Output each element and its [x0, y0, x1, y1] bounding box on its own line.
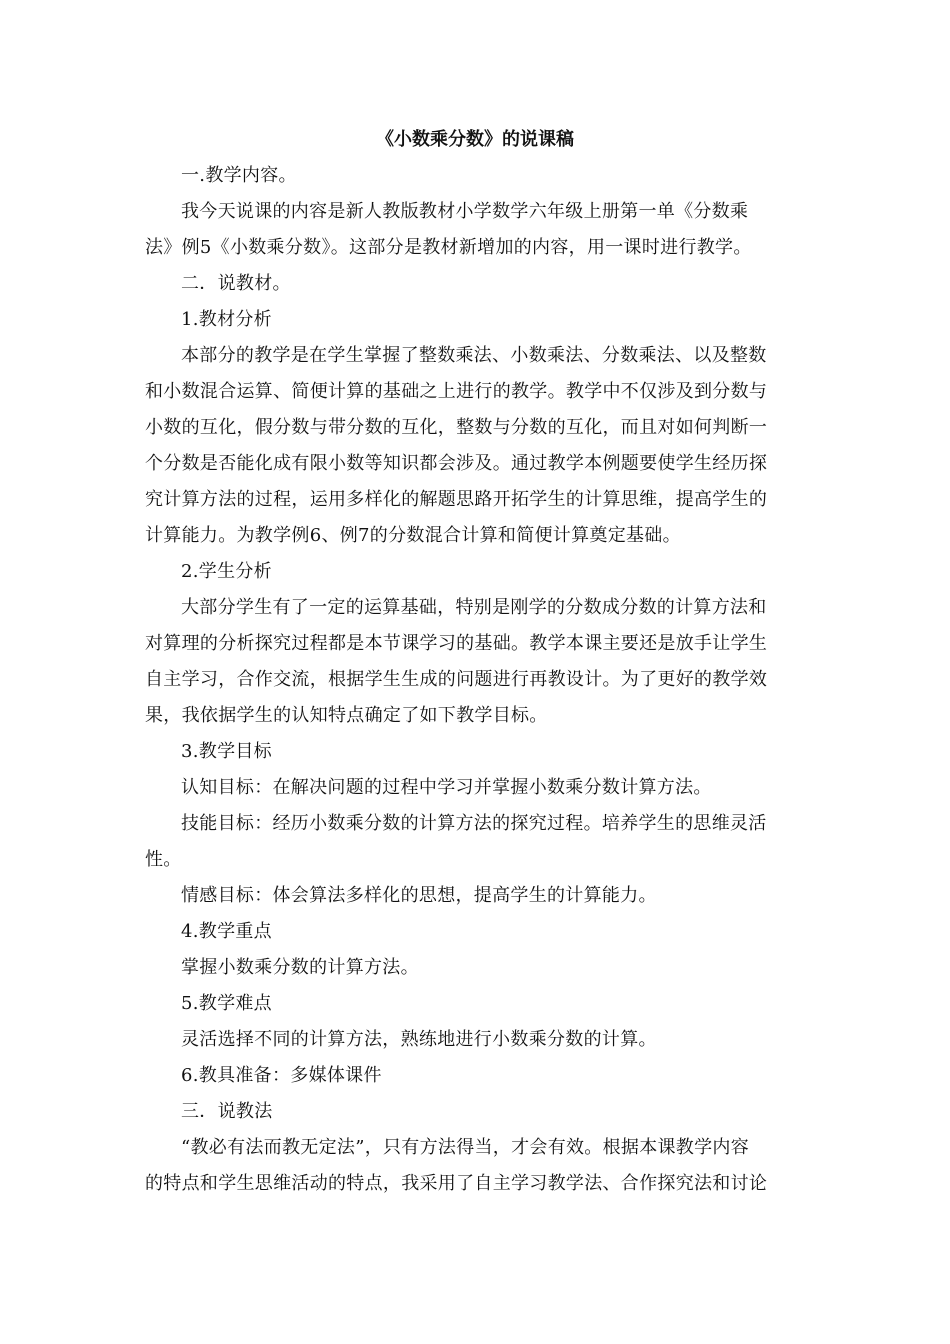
- text-line: 掌握小数乘分数的计算方法。: [181, 957, 419, 978]
- paragraph-lines: [145, 158, 805, 1202]
- text-line: 5.教学难点: [181, 993, 272, 1014]
- text-line: 3.教学目标: [181, 741, 272, 762]
- text-line: 技能目标：经历小数乘分数的计算方法的探究过程。培养学生的思维灵活: [181, 813, 767, 834]
- text-line: 的特点和学生思维活动的特点，我采用了自主学习教学法、合作探究法和讨论: [145, 1173, 768, 1194]
- text-line: 2.学生分析: [181, 561, 272, 582]
- text-line: 法》例5《小数乘分数》。这部分是教材新增加的内容，用一课时进行教学。: [145, 237, 752, 258]
- text-line: 1.教材分析: [181, 309, 272, 330]
- text-line: 自主学习，合作交流，根据学生生成的问题进行再教设计。为了更好的教学效: [145, 669, 768, 690]
- text-line: 个分数是否能化成有限小数等知识都会涉及。通过教学本例题要使学生经历探: [145, 453, 768, 474]
- document-body: [145, 122, 805, 1202]
- text-line: 我今天说课的内容是新人教版教材小学数学六年级上册第一单《分数乘: [181, 201, 749, 222]
- text-line: 究计算方法的过程，运用多样化的解题思路开拓学生的计算思维，提高学生的: [145, 489, 768, 510]
- document-title: 《小数乘分数》的说课稿: [376, 129, 574, 150]
- text-line: 果，我依据学生的认知特点确定了如下教学目标。: [145, 705, 548, 726]
- text-line: 情感目标：体会算法多样化的思想，提高学生的计算能力。: [181, 885, 657, 906]
- text-line: 一.教学内容。: [181, 165, 297, 186]
- text-line: 三．说教法: [181, 1101, 273, 1122]
- text-line: “教必有法而教无定法”，只有方法得当，才会有效。根据本课教学内容: [181, 1137, 750, 1158]
- text-line: 对算理的分析探究过程都是本节课学习的基础。教学本课主要还是放手让学生: [145, 633, 768, 654]
- text-line: 4.教学重点: [181, 921, 272, 942]
- text-line: 和小数混合运算、简便计算的基础之上进行的教学。教学中不仅涉及到分数与: [145, 381, 768, 402]
- text-line: 本部分的教学是在学生掌握了整数乘法、小数乘法、分数乘法、以及整数: [181, 345, 767, 366]
- text-line: 二．说教材。: [181, 273, 291, 294]
- text-line: 性。: [145, 849, 182, 870]
- text-line: 认知目标：在解决问题的过程中学习并掌握小数乘分数计算方法。: [181, 777, 712, 798]
- text-line: 小数的互化，假分数与带分数的互化，整数与分数的互化，而且对如何判断一: [145, 417, 768, 438]
- text-line: 大部分学生有了一定的运算基础，特别是刚学的分数成分数的计算方法和: [181, 597, 767, 618]
- text-line: 灵活选择不同的计算方法，熟练地进行小数乘分数的计算。: [181, 1029, 657, 1050]
- text-line: 6.教具准备：多媒体课件: [181, 1065, 382, 1086]
- text-line: 计算能力。为教学例6、例7的分数混合计算和简便计算奠定基础。: [145, 525, 681, 546]
